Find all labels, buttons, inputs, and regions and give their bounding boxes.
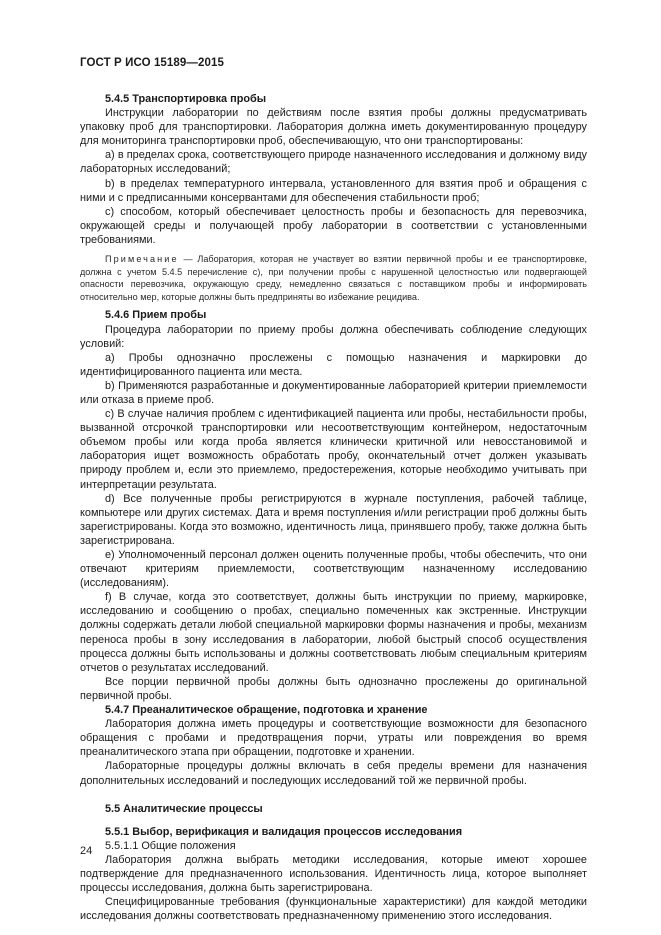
document-header: ГОСТ Р ИСО 15189—2015 [80,57,225,69]
page-number: 24 [80,845,93,857]
list-item: b) Применяются разработанные и документированные лабораторией критерии приемлемости или отказа в приеме проб. [80,379,587,406]
section-heading-5-5: 5.5 Аналитические процессы [105,802,263,815]
note-label: Примечание [105,254,179,265]
list-item: d) Все полученные пробы регистрируются в журнале поступления, рабочей таблице, компьютере или других системах. Дата и время поступления и/или регистрации проб должны быть зарегистрированы. Когда это возможно, идентичность лица, принявшего пробу, также должна быть зарегистрирована. [80,492,587,547]
note-block [80,253,587,303]
section-heading-5-5-1: 5.5.1 Выбор, верификация и валидация процессов исследования [105,825,463,838]
section-heading-5-4-7: 5.4.7 Преаналитическое обращение, подготовка и хранение [105,704,428,717]
paragraph: Инструкции лаборатории по действиям после взятия пробы должны предусматривать упаковку проб для транспортировки. Лаборатория должна иметь документированную процедуру для мониторинга транспортировки проб, обеспечивающую, что они транспортированы: [80,107,587,148]
paragraph: Процедура лаборатории по приему пробы должна обеспечивать соблюдение следующих условий: [80,323,587,350]
subsection-title: 5.5.1.1 Общие положения [105,839,236,852]
paragraph: Лаборатория должна выбрать методики исследования, которые имеют хорошее подтверждение для предназначенного использования. Идентичность лица, которое выполняет процессы исследования, должна быть зарегистрирована. [80,853,587,895]
paragraph: Специфицированные требования (функциональные характеристики) для каждой методики исследования должны соответствовать предназначенному применению этого исследования. [80,896,587,923]
paragraph: Лабораторные процедуры должны включать в себя пределы времени для назначения дополнительных исследований и последующих исследований той же первичной пробы. [80,760,587,787]
list-item: b) в пределах температурного интервала, установленного для взятия проб и обращения с ними и с предписанными консервантами для обеспечения стабильности проб; [80,177,587,204]
list-item: а) Пробы однозначно прослежены с помощью назначения и маркировки до идентифицированного пациента или места. [80,351,587,378]
list-item: f) В случае, когда это соответствует, должны быть инструкции по приему, маркировке, исследованию и сообщению о пробах, специально помеченных как экстренные. Инструкции должны содержать детали любой специальной маркировки формы назначения и пробы, механизм переноса пробы в зону исследования в лаборатории, любой быстрый способ осуществления процесса должны быть использованы и должны соответствовать любым специальным критериям отчетов о результатах исследований. [80,591,587,674]
list-item: а) в пределах срока, соответствующего природе назначенного исследования и должному виду лабораторных исследований; [80,149,587,176]
list-item: c) способом, который обеспечивает целостность пробы и безопасность для перевозчика, окружающей среды и получающей пробу лаборатории в соответствии с установленными требованиями. [80,205,587,246]
list-item: c) В случае наличия проблем с идентификацией пациента или пробы, нестабильности пробы, вызванной отсрочкой транспортировки или несоответствующим контейнером, недостаточным объемом пробы или когда проба является клинически критичной или невосстановимой и лаборатория ищет возможность обработать пробу, окончательный отчет должен указывать природу проблем и, если это приемлемо, предостережения, которые необходимо учитывать при интерпретации результата. [80,408,587,491]
section-heading-5-4-6: 5.4.6 Прием пробы [105,309,207,322]
document-body [80,92,587,923]
paragraph: Лаборатория должна иметь процедуры и соответствующие возможности для безопасного обращения с пробами и предотвращения порчи, утраты или повреждения во время преаналитического этапа при обращении, подготовке и хранении. [80,718,587,759]
section-heading-5-4-5: 5.4.5 Транспортировка пробы [105,93,267,105]
note-text: — Лаборатория, которая не участвует во взятии первичной пробы и ее транспортировке, должна с учетом 5.4.5 перечисление с), при получении пробы с нарушенной целостностью или подвергающей опасности перевозчика, окружающую среду, немедленно связаться с поставщиком пробы и информировать относительно мер, которые должны быть предприняты во избежание рецидива. [80,254,587,302]
list-item: e) Уполномоченный персонал должен оценить полученные пробы, чтобы обеспечить, что они отвечают критериям приемлемости, соответствующим назначенному исследованию (исследованиям). [80,549,587,590]
paragraph: Все порции первичной пробы должны быть однозначно прослежены до оригинальной первичной пробы. [80,675,587,702]
